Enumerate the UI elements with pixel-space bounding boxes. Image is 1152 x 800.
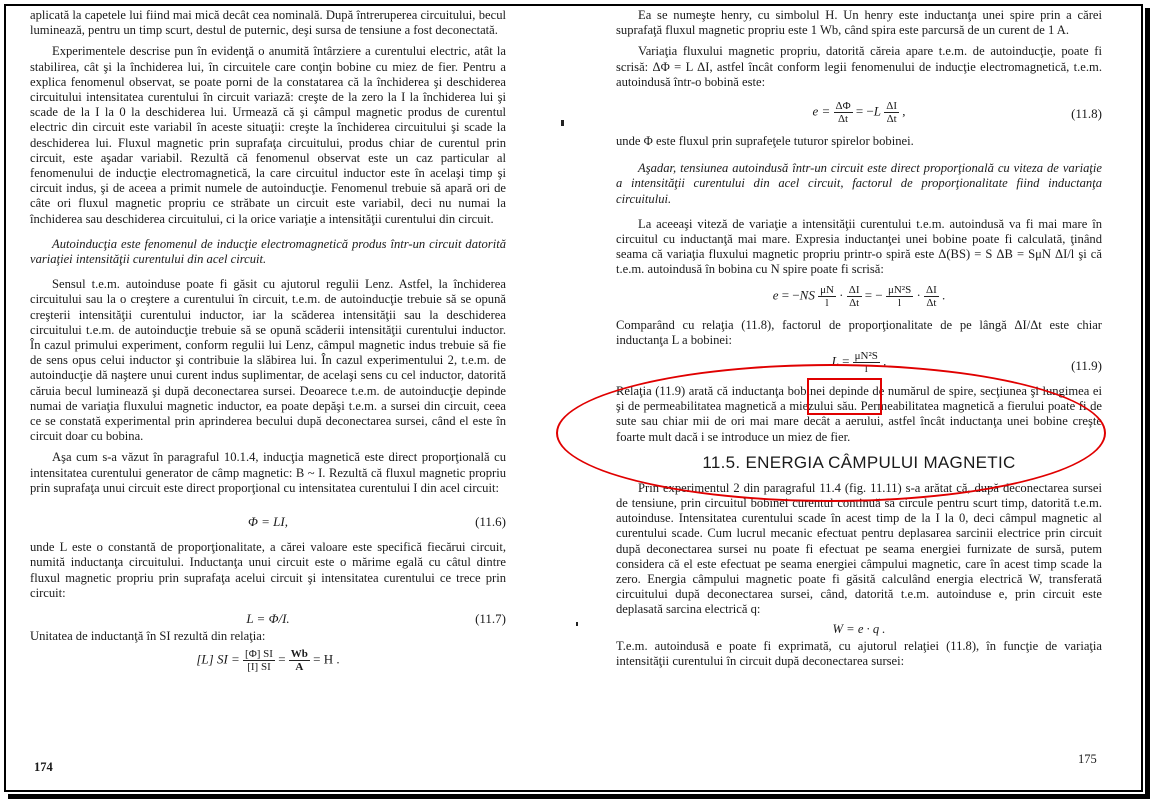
- frame-shadow-bottom: [8, 794, 1150, 799]
- equation-11-9-body: L = $\frac{\text{μN²S}}{l}$ .: [831, 350, 887, 376]
- unit-fraction-num: [Φ] SI: [245, 648, 273, 661]
- equation-11-6-body: Φ = LI,: [248, 514, 288, 530]
- equation-11-7-body: L = Φ/I.: [246, 610, 290, 626]
- unit-result: = H .: [313, 651, 340, 667]
- left-page: [30, 8, 506, 673]
- equation-11-7: [30, 607, 506, 629]
- paragraph-same-speed: La aceeaşi viteză de variaţie a intensităţii curentului t.e.m. autoindusă va fi mai mare în circuitul cu inductanţă mai mare. Expresia inductanţei unei bobine poate fi calculată, ţinând seama că variaţia fluxului magnetic propriu printr-o spiră este Δ(BS) = S ΔB = SμN ΔI/l şi că t.e.m. autoindusă în bobina cu N spire poate fi scrisă:: [616, 216, 1102, 277]
- equation-11-8: [616, 94, 1102, 134]
- unit-intro: Unitatea de inductanţă în SI rezultă din relaţia:: [30, 628, 266, 643]
- paragraph-flux: Aşa cum s-a văzut în paragraful 10.1.4, inducţia magnetică este direct proporţională cu intensitatea curentului generator de câmp magnetic: B ~ I. Rezultă că fluxul magnetic propriu prin suprafaţa unui circuit este direct proporţional cu intensitatea curentului I din acel circuit:: [30, 450, 506, 495]
- unit-fraction-den: [I] SI: [247, 661, 271, 674]
- right-page: [616, 8, 1102, 669]
- highlight-ellipse-annotation: [556, 364, 1106, 502]
- paragraph-intro: aplicată la capetele lui fiind mai mică decât cea nominală. După întreruperea circuitului, becul luminează, pentru un timp scurt, destul de puternic, deşi sursa de tensiune a fost deconectată.: [30, 8, 506, 38]
- frame-shadow-right: [1145, 8, 1150, 798]
- paragraph-relation: Relaţia (11.9) arată că inductanţa bobinei depinde de numărul de spire, secţiunea şi lungimea ei şi de permeabilitatea magnetică a miezului său. Permeabilitatea magnetică a fierului poate fi de sute sau chiar mii de ori mai mare decât a aerului, astfel încât inductanţa unei bobine creşte foarte mult dacă i se introduce un miez de fier.: [616, 384, 1102, 444]
- paragraph-lenz: Sensul t.e.m. autoinduse poate fi găsit cu ajutorul regulii Lenz. Astfel, la închiderea circuitului sau la o creştere a curentului în circuit, t.e.m. de autoinducţie trebuie să se opună creşterii intensităţii curentului inductor, iar la scăderea intensităţii sau la deschiderea circuitului t.e.m. de autoinducţie trebuie să se opună scăderii intensităţii curentului inductor. În cazul primului experiment, conform regulii lui Lenz, câmpul magnetic indus trebuie să fie de sens opus celui inductor şi contribuie la slăbirea lui. În cazul experimentului 2, t.e.m. de autoinducţie dă naştere unui curent indus suplimentar, de acelaşi sens cu cel inductor, datorită căruia becul luminează şi după deconectarea sursei. Deoarece t.e.m. de autoinducţie depinde numai de variaţia fluxului magnetic inductor, ea poate depăşi t.e.m. a sursei din circuit, ceea ce se constată experimental prin aprinderea becului după deconectarea sursei, când el este în circuit doar cu bobina.: [30, 277, 506, 444]
- paragraph-inductance: unde L este o constantă de proporţionalitate, a cărei valoare este specifică fiecărui circuit, numită inductanţa circuitului. Inductanţa unui circuit este o mărime egală cu câtul dintre fluxul magnetic propriu prin suprafaţa acelui circuit şi intensitatea curentului ce trece prin circuit:: [30, 540, 506, 600]
- paragraph-final: T.e.m. autoindusă e poate fi exprimată, cu ajutorul relaţiei (11.8), în funcţie de variaţia intensităţii curentului în circuit după deconectarea sursei:: [616, 638, 1102, 668]
- equation-11-8-body: e = $\frac{\Delta\Phi}{\Delta t}$ = −L $\frac{\Delta I}{\Delta t}$ ,: [812, 100, 906, 126]
- paragraph-asadar: Aşadar, tensiunea autoindusă într-un circuit este direct proporţională cu viteza de variaţie a intensităţii curentului din acel circuit, factorul de proporţionalitate fiind inductanţa circuitului.: [616, 161, 1102, 206]
- unit-lhs: [L] SI =: [196, 651, 240, 667]
- unit-fraction-wb: [289, 648, 310, 673]
- equation-11-8-lhs: e =: [812, 103, 834, 119]
- page-number-left: 174: [34, 760, 53, 774]
- unit-equation: [L] SI = $\frac{[\Phi] SI}{[I] SI}$ = $\frac{Wb}{A}$ = H .: [196, 648, 340, 674]
- equation-energy: W = e · q .: [832, 621, 886, 636]
- scan-mark: [561, 120, 564, 126]
- equation-11-6-number: (11.6): [475, 514, 506, 530]
- paragraph-experiments: Experimentele descrise pun în evidenţă o anumită întârziere a curentului electric, atât la stabilirea, cât şi la închiderea lui, în circuitele care conţin bobine cu miez de fier. Pentru a explica fenomenul observat, se poate porni de la constatarea că la închiderea şi deschiderea circuitului intensitatea curentului în circuit variază: creşte de la zero la I la închiderea lui şi scade de la I la 0 la deschiderea lui. Urmează că şi câmpul magnetic produs de curentul electric din circuit este variabil în aceste situaţii: creşte la închiderea circuitului şi scade la deschiderea lui. Fluxul magnetic prin suprafaţa circuitului, produs chiar de curentul prin circuit, este aşadar variabil. Rezultă că fenomenul observat este un caz particular al fenomenului de inducţie electromagnetică, la care circuitul inductor este în acelaşi timp şi circuit indus, şi de aceea a primit numele de autoinducţie. Fenomenul trebuie să apară ori de câte ori fluxul magnetic propriu ce străbate un circuit este variabil, deci nu numai la închiderea sau deschiderea circuitului, ci la orice variaţie a intensităţii curentului din circuit.: [30, 44, 506, 226]
- equation-11-6: [30, 510, 506, 540]
- unit-fraction-flux: [243, 648, 275, 673]
- section-title: 11.5. ENERGIA CÂMPULUI MAGNETIC: [702, 452, 1016, 472]
- unit-wb: Wb: [290, 648, 308, 661]
- paragraph-henry: Ea se numeşte henry, cu simbolul H. Un henry este inductanţa unei spire prin a cărei suprafaţă fluxul magnetic propriu este 1 Wb, când spira este parcursă de un curent de 1 A.: [616, 8, 1102, 38]
- equation-11-9-number: (11.9): [1071, 358, 1102, 374]
- definition-autoinduction: Autoinducţia este fenomenul de inducţie electromagnetică produs într-un circuit datorită variaţiei intensităţii curentului din acel circuit.: [30, 236, 506, 267]
- paragraph-compare: Comparând cu relaţia (11.8), factorul de proporţionalitate de pe lângă ΔI/Δt este chiar inductanţa L a bobinei:: [616, 317, 1102, 347]
- equation-coil-emf: e = −NS $\frac{\mu N}{l}$ · $\frac{\Delta I}{\Delta t}$ = − $\frac{\text{μN²S}}{l}$ · $\frac{\Delta I}{\Delta t}$ .: [772, 283, 946, 309]
- equation-11-8-number: (11.8): [1071, 106, 1102, 122]
- scan-mark: [576, 622, 578, 626]
- paragraph-experiment: Prin experimentul 2 din paragraful 11.4 (fig. 11.11) s-a arătat că, după deconectarea sursei de tensiune, prin circuitul bobinei curentul continuă să circule pentru scurt timp, datorită t.e.m. autoinduse. Intensitatea curentului scade în acest timp de la I la 0, deci câmpul magnetic al curentului scade. Cum lucrul mecanic efectuat pentru deplasarea sarcinii electrice prin circuit după deconectarea sursei nu poate fi efectuat pe seama energiei furnizate de sursă, putem considera că el este efectuat pe seama energiei câmpului magnetic, care în acest timp scade la zero. Energia câmpului magnetic poate fi găsită calculând energia electrică W, transferată circuitului după deconectarea sursei, când, datorită t.e.m. autoinduse e, prin circuit este deplasată sarcina electrică q:: [616, 480, 1102, 617]
- unit-a: A: [295, 661, 304, 674]
- paragraph-variation: Variaţia fluxului magnetic propriu, datorită căreia apare t.e.m. de autoinducţie, poate fi scrisă: ΔΦ = L ΔI, astfel încât conform legii fenomenului de inducţie electromagnetică, t.e.m. autoindusă într-o bobină este:: [616, 44, 1102, 89]
- page-number-right: 175: [1078, 752, 1097, 766]
- equation-11-7-number: (11.7): [475, 610, 506, 626]
- paragraph-flux-spires: unde Φ este fluxul prin suprafeţele tuturor spirelor bobinei.: [616, 134, 914, 149]
